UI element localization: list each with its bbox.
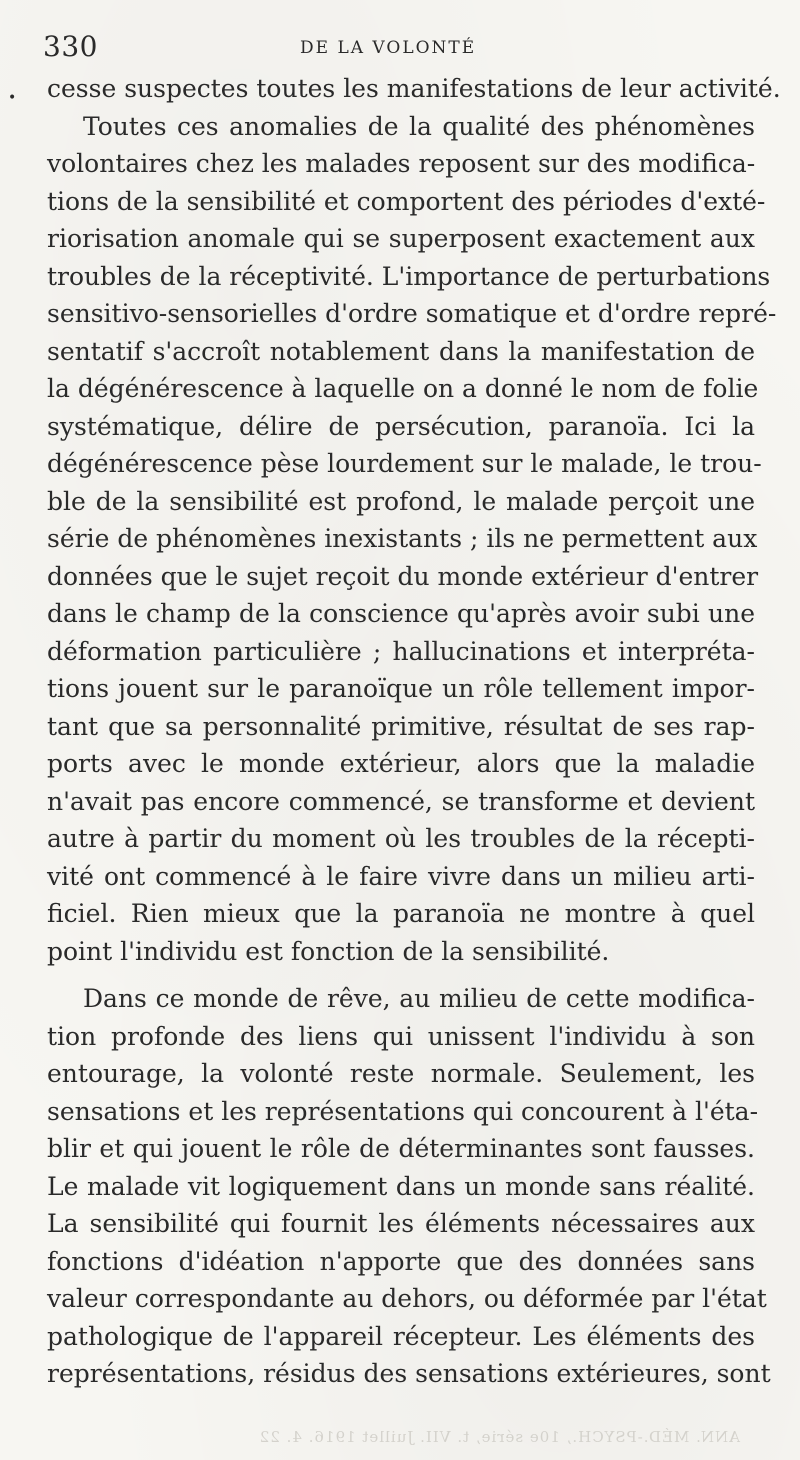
text-line: tions jouent sur le paranoïque un rôle tellement impor- [47,674,755,703]
text-line: ports avec le monde extérieur, alors que la maladie [47,749,755,778]
text-line: autre à partir du moment où les troubles de la récepti- [47,824,755,853]
text-line: dégénérescence pèse lourdement sur le malade, le trou- [47,449,762,478]
text-line: dans le champ de la conscience qu'après avoir subi une [47,599,755,628]
paragraph [47,70,781,108]
text-line: point l'individu est fonction de la sensibilité. [47,936,610,966]
text-line: tion profonde des liens qui unissent l'individu à son [47,1021,755,1051]
text-line: Dans ce monde de rêve, au milieu de cette modifica- [83,984,755,1013]
text-line: tant que sa personnalité primitive, résultat de ses rap- [47,711,755,741]
text-line: troubles de la réceptivité. L'importance de perturbations [47,261,771,291]
text-line: Toutes ces anomalies de la qualité des phénomènes [83,111,755,141]
text-line: systématique, délire de persécution, paranoïa. Ici la [47,411,755,441]
text-line: ble de la sensibilité est profond, le malade perçoit une [47,486,755,516]
text-line: sensations et les représentations qui concourent à l'éta- [47,1096,759,1126]
bleed-through-footer: ANN. MÉD.-PSYCH., 10e série, t. VII. Juillet 1916. 4. 22 [258,1428,740,1446]
text-line: déformation particulière ; hallucinations et interpréta- [47,636,755,666]
text-line: sentatif s'accroît notablement dans la manifestation de [47,336,755,366]
text-line: cesse suspectes toutes les manifestations de leur activité. [47,74,781,103]
paragraph [47,980,771,1393]
text-line: pathologique de l'appareil récepteur. Les éléments des [47,1321,755,1351]
margin-bullet: • [8,90,17,106]
paragraph-gap [47,970,755,980]
text-line: la dégénérescence à laquelle on a donné le nom de folie [47,374,759,403]
text-line: sensitivo-sensorielles d'ordre somatique et d'ordre repré- [47,299,777,328]
text-line: entourage, la volonté reste normale. Seulement, les [47,1059,755,1088]
text-line: blir et qui jouent le rôle de déterminantes sont fausses. [47,1134,755,1163]
text-line: données que le sujet reçoit du monde extérieur d'entrer [47,561,759,591]
text-line: valeur correspondante au dehors, ou déformée par l'état [47,1284,767,1313]
text-line: représentations, résidus des sensations extérieures, sont [47,1359,771,1388]
text-line: n'avait pas encore commencé, se transforme et devient [47,786,755,816]
paragraph [47,108,777,971]
text-line: vité ont commencé à le faire vivre dans un milieu arti- [47,861,755,891]
text-line: ficiel. Rien mieux que la paranoïa ne montre à quel [47,899,755,928]
text-line: La sensibilité qui fournit les éléments nécessaires aux [47,1209,755,1238]
body-text [47,70,781,1393]
text-line: volontaires chez les malades reposent sur des modifica- [47,149,756,178]
page-header [0,30,800,70]
running-head: DE LA VOLONTÉ [300,38,477,58]
text-line: série de phénomènes inexistants ; ils ne permettent aux [47,524,758,553]
text-line: riorisation anomale qui se superposent exactement aux [47,224,755,253]
text-line: tions de la sensibilité et comportent des périodes d'exté- [47,186,766,216]
text-line: fonctions d'idéation n'apporte que des données sans [47,1246,755,1276]
page-number: 330 [43,30,98,63]
text-line: Le malade vit logiquement dans un monde sans réalité. [47,1171,755,1201]
